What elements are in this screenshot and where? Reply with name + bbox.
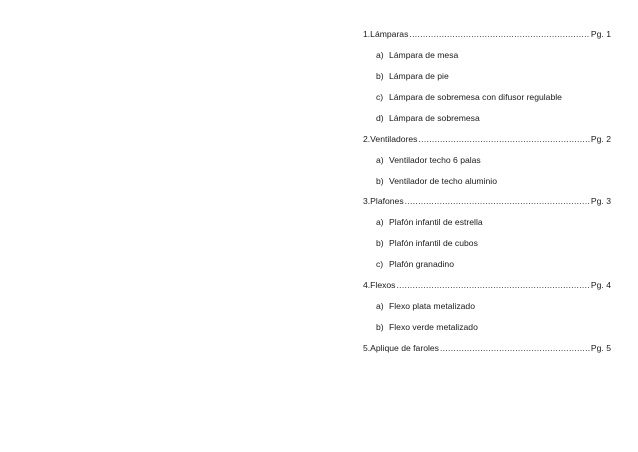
toc-item [376,217,483,228]
section-title: Lámparas [370,29,409,39]
toc-section-4 [363,280,611,291]
toc-item [376,71,449,82]
toc-section-3 [363,196,611,207]
toc-item [376,259,454,270]
section-number: 3. [363,196,371,206]
item-letter: c) [376,259,384,269]
section-title: Plafones [370,196,404,206]
dot-leader [405,196,590,207]
toc-item [376,322,478,333]
section-title: Aplique de faroles [370,343,439,353]
item-text: Lámpara de sobremesa con difusor regulable [389,92,562,102]
item-letter: b) [376,238,384,248]
dot-leader [418,134,589,145]
toc-section-1 [363,29,611,40]
item-text: Plafón infantil de cubos [389,238,478,248]
item-text: Lámpara de sobremesa [389,113,480,123]
item-text: Lámpara de mesa [389,50,459,60]
item-text: Ventilador techo 6 palas [389,155,481,165]
item-text: Plafón infantil de estrella [389,217,483,227]
item-text: Flexo verde metalizado [389,322,478,332]
item-letter: a) [376,217,384,227]
item-letter: c) [376,92,384,102]
section-page: Pg. 2 [590,134,611,144]
toc-section-5 [363,343,611,354]
toc-item [376,92,562,103]
dot-leader [396,280,589,291]
item-text: Flexo plata metalizado [389,301,475,311]
dot-leader [440,343,590,354]
toc-item [376,113,480,124]
item-text: Lámpara de pie [389,71,449,81]
toc-section-2 [363,134,611,145]
toc-item [376,301,475,312]
section-number: 1. [363,29,371,39]
section-page: Pg. 4 [590,280,611,290]
section-page: Pg. 5 [590,343,611,353]
item-letter: a) [376,50,384,60]
toc-item [376,238,478,249]
item-letter: a) [376,155,384,165]
toc-item [376,176,497,187]
section-number: 4. [363,280,371,290]
item-letter: d) [376,113,384,123]
section-number: 2. [363,134,371,144]
section-number: 5. [363,343,371,353]
dot-leader [409,29,590,40]
toc-item [376,50,458,61]
section-page: Pg. 1 [590,29,611,39]
section-title: Flexos [370,280,396,290]
item-text: Ventilador de techo aluminio [389,176,497,186]
toc-item [376,155,481,166]
section-title: Ventiladores [370,134,418,144]
section-page: Pg. 3 [590,196,611,206]
item-letter: b) [376,71,384,81]
item-letter: b) [376,176,384,186]
item-text: Plafón granadino [389,259,454,269]
item-letter: a) [376,301,384,311]
item-letter: b) [376,322,384,332]
